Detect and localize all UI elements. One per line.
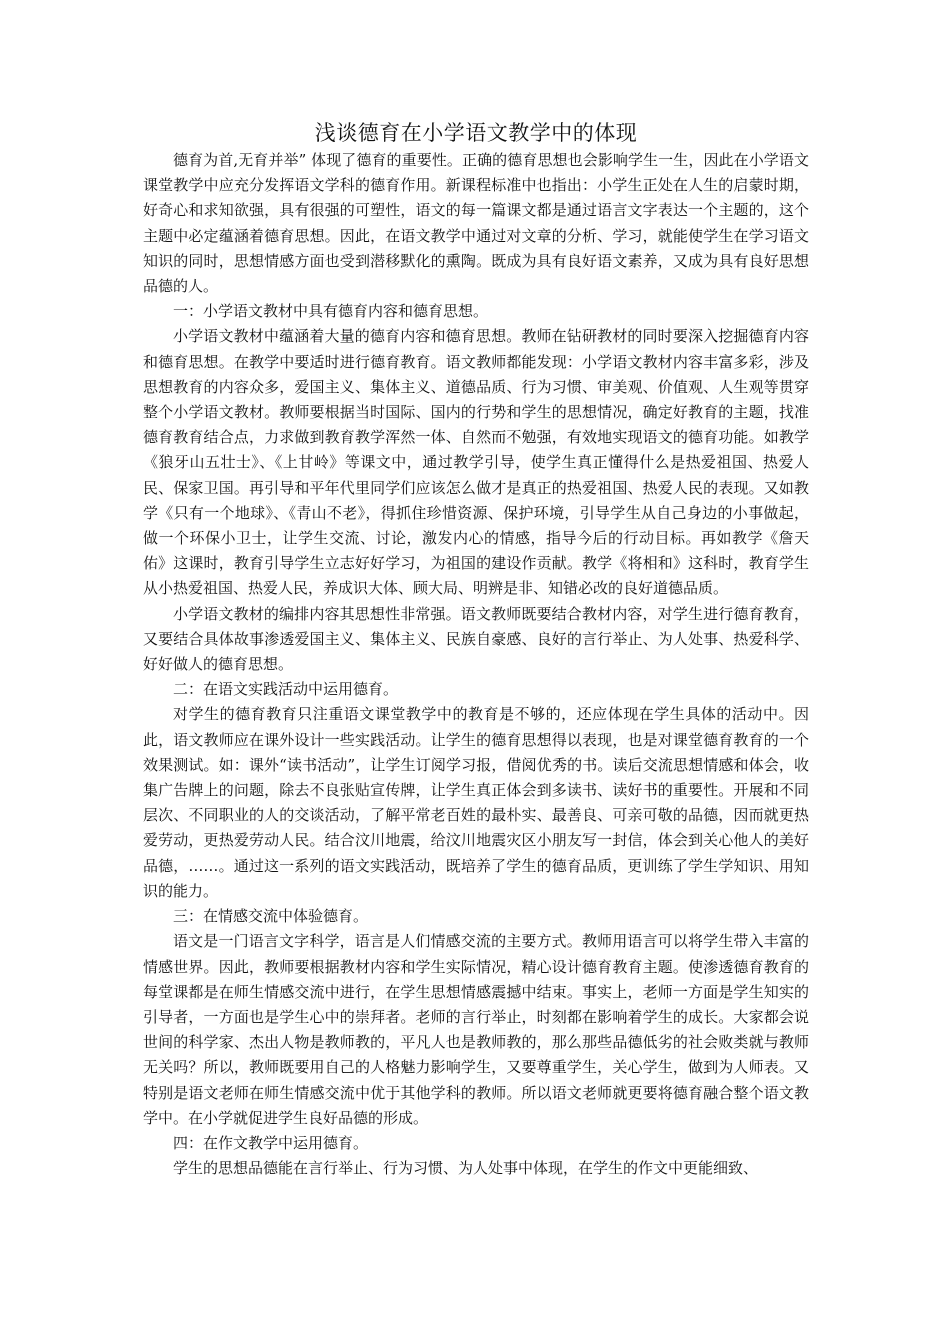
section-1-paragraph: 小学语文教材中蕴涵着大量的德育内容和德育思想。教师在钻研教材的同时要深入挖掘德育内容和德育思想。在教学中要适时进行德育教育。语文教师都能发现：小学语文教材内容丰富多彩，涉及思想教育的内容众多，爱国主义、集体主义、道德品质、行为习惯、审美观、价值观、人生观等贯穿整个小学语文教材。教师要根据当时国际、国内的行势和学生的思想情况，确定好教育的主题，找准德育教育结合点，力求做到教育教学浑然一体、自然而不勉强，有效地实现语文的德育功能。如教学《狼牙山五壮士》、《上甘岭》等课文中，通过教学引导，使学生真正懂得什么是热爱祖国、热爱人民、保家卫国。再引导和平年代里同学们应该怎么做才是真正的热爱祖国、热爱人民的表现。又如教学《只有一个地球》、《青山不老》，得抓住珍惜资源、保护环境，引导学生从自己身边的小事做起，做一个环保小卫士，让学生交流、讨论，激发内心的情感，指导今后的行动目标。再如教学《詹天佑》这课时，教育引导学生立志好好学习，为祖国的建设作贡献。教学《将相和》这科时，教育学生从小热爱祖国、热爱人民，养成识大体、顾大局、明辨是非、知错必改的良好道德品质。 [143,327,809,598]
section-4-paragraph: 学生的思想品德能在言行举止、行为习惯、为人处事中体现，在学生的作文中更能细致、 [173,1159,759,1178]
intro-paragraph: 德育为首,无育并举” 体现了德育的重要性。正确的德育思想也会影响学生一生，因此在小学语文课堂教学中应充分发挥语文学科的德育作用。新课程标准中也指出：小学生正处在人生的启蒙时期，好奇心和求知欲强，具有很强的可塑性，语文的每一篇课文都是通过语言文字表达一个主题的，这个主题中必定蕴涵着德育思想。因此，在语文教学中通过对文章的分析、学习，就能使学生在学习语文知识的同时，思想情感方面也受到潜移默化的熏陶。既成为具有良好语文素养，又成为具有良好思想品德的人。 [143,151,809,296]
document-page [143,118,809,1181]
section-3-paragraph: 语文是一门语言文字科学，语言是人们情感交流的主要方式。教师用语言可以将学生带入丰富的情感世界。因此，教师要根据教材内容和学生实际情况，精心设计德育教育主题。使渗透德育教育的每堂课都是在师生情感交流中进行，在学生思想情感震撼中结束。事实上，老师一方面是学生知实的引导者，一方面也是学生心中的崇拜者。老师的言行举止，时刻都在影响着学生的成长。大家都会说世间的科学家、杰出人物是教师教的，平凡人也是教师教的，那么那些品德低劣的社会败类就与教师无关吗？所以，教师既要用自己的人格魅力影响学生，又要尊重学生，关心学生，做到为人师表。又特别是语文老师在师生情感交流中优于其他学科的教师。所以语文老师就更要将德育融合整个语文教学中。在小学就促进学生良好品德的形成。 [143,932,809,1127]
section-1-heading: 一：小学语文教材中具有德育内容和德育思想。 [173,302,489,321]
section-4-heading: 四：在作文教学中运用德育。 [173,1133,369,1152]
section-2-paragraph: 对学生的德育教育只注重语文课堂教学中的教育是不够的，还应体现在学生具体的活动中。因此，语文教师应在课外设计一些实践活动。让学生的德育思想得以表现，也是对课堂德育教育的一个效果测试。如：课外“读书活动”，让学生订阅学习报，借阅优秀的书。读后交流思想情感和体会，收集广告牌上的问题，除去不良张贴宣传牌，让学生真正体会到多读书、读好书的重要性。开展和不同层次、不同职业的人的交谈活动，了解平常老百姓的最朴实、最善良、可亲可敬的品德，因而就更热爱劳动，更热爱劳动人民。结合汶川地震，给汶川地震灾区小朋友写一封信，体会到关心他人的美好品德，……。通过这一系列的语文实践活动，既培养了学生的德育品质，更训练了学生学知识、用知识的能力。 [143,705,809,900]
section-2-heading: 二：在语文实践活动中运用德育。 [173,680,399,699]
section-1-paragraph: 小学语文教材的编排内容其思想性非常强。语文教师既要结合教材内容，对学生进行德育教育，又要结合具体故事渗透爱国主义、集体主义、民族自豪感、良好的言行举止、为人处事、热爱科学、好好做人的德育思想。 [143,604,809,674]
section-3-heading: 三：在情感交流中体验德育。 [173,907,369,926]
document-title: 浅谈德育在小学语文教学中的体现 [314,121,638,145]
